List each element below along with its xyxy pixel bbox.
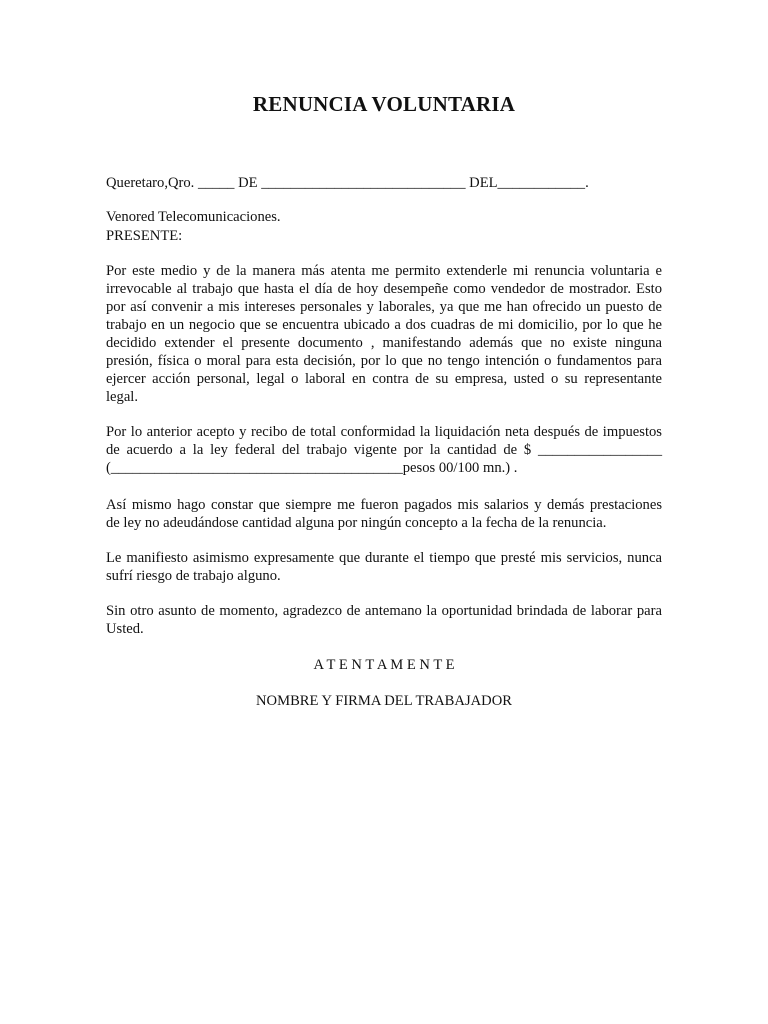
signature-label: NOMBRE Y FIRMA DEL TRABAJADOR [256,693,512,709]
recipient-line: Venored Telecomunicaciones. [106,209,281,225]
paragraph3-line: de ley no adeudándose cantidad alguna por ningún concepto a la fecha de la renuncia. [106,515,607,531]
paragraph1-line: trabajo en un negocio que se encuentra ubicado a dos cuadras de mi domicilio, por lo que he [106,317,662,333]
document-title: RENUNCIA VOLUNTARIA [252,92,516,116]
paragraph3-line: Así mismo hago constar que siempre me fueron pagados mis salarios y demás prestaciones [106,497,662,513]
date-line: Queretaro,Qro. _____ DE ____________________________ DEL____________. [106,175,589,191]
paragraph2-line: de acuerdo a la ley federal del trabajo vigente por la cantidad de $ _________________ [106,442,662,458]
paragraph1-line: irrevocable al trabajo que hasta el día de hoy desempeñe como vendedor de mostrador. Esto [106,281,662,297]
paragraph1-line: Por este medio y de la manera más atenta me permito extenderle mi renuncia voluntaria e [106,263,662,279]
paragraph1-line: decidido extender el presente documento , manifestando además que no existe ninguna [106,335,662,351]
salutation-line: PRESENTE: [106,228,183,244]
closing: A T E N T A M E N T E [313,657,455,673]
paragraph2-line: Por lo anterior acepto y recibo de total conformidad la liquidación neta después de impuestos [106,424,662,440]
paragraph4-line: Le manifiesto asimismo expresamente que durante el tiempo que presté mis servicios, nunca [106,550,662,566]
paragraph5-line: Usted. [106,621,144,637]
paragraph4-line: sufrí riesgo de trabajo alguno. [106,568,281,584]
paragraph1-line: ejercer acción personal, legal o laboral en contra de su empresa, usted o su representante [106,371,662,387]
paragraph1-line: presión, física o moral para esta decisión, por lo que no tengo intención o fundamentos para [106,353,662,369]
paragraph1-line: por así convenir a mis intereses personales y laborales, ya que me han ofrecido un puesto de [106,299,662,315]
paragraph2-line: (________________________________________pesos 00/100 mn.) . [106,460,518,476]
paragraph1-line: legal. [106,389,139,405]
paragraph5-line: Sin otro asunto de momento, agradezco de antemano la oportunidad brindada de laborar para [106,603,662,619]
